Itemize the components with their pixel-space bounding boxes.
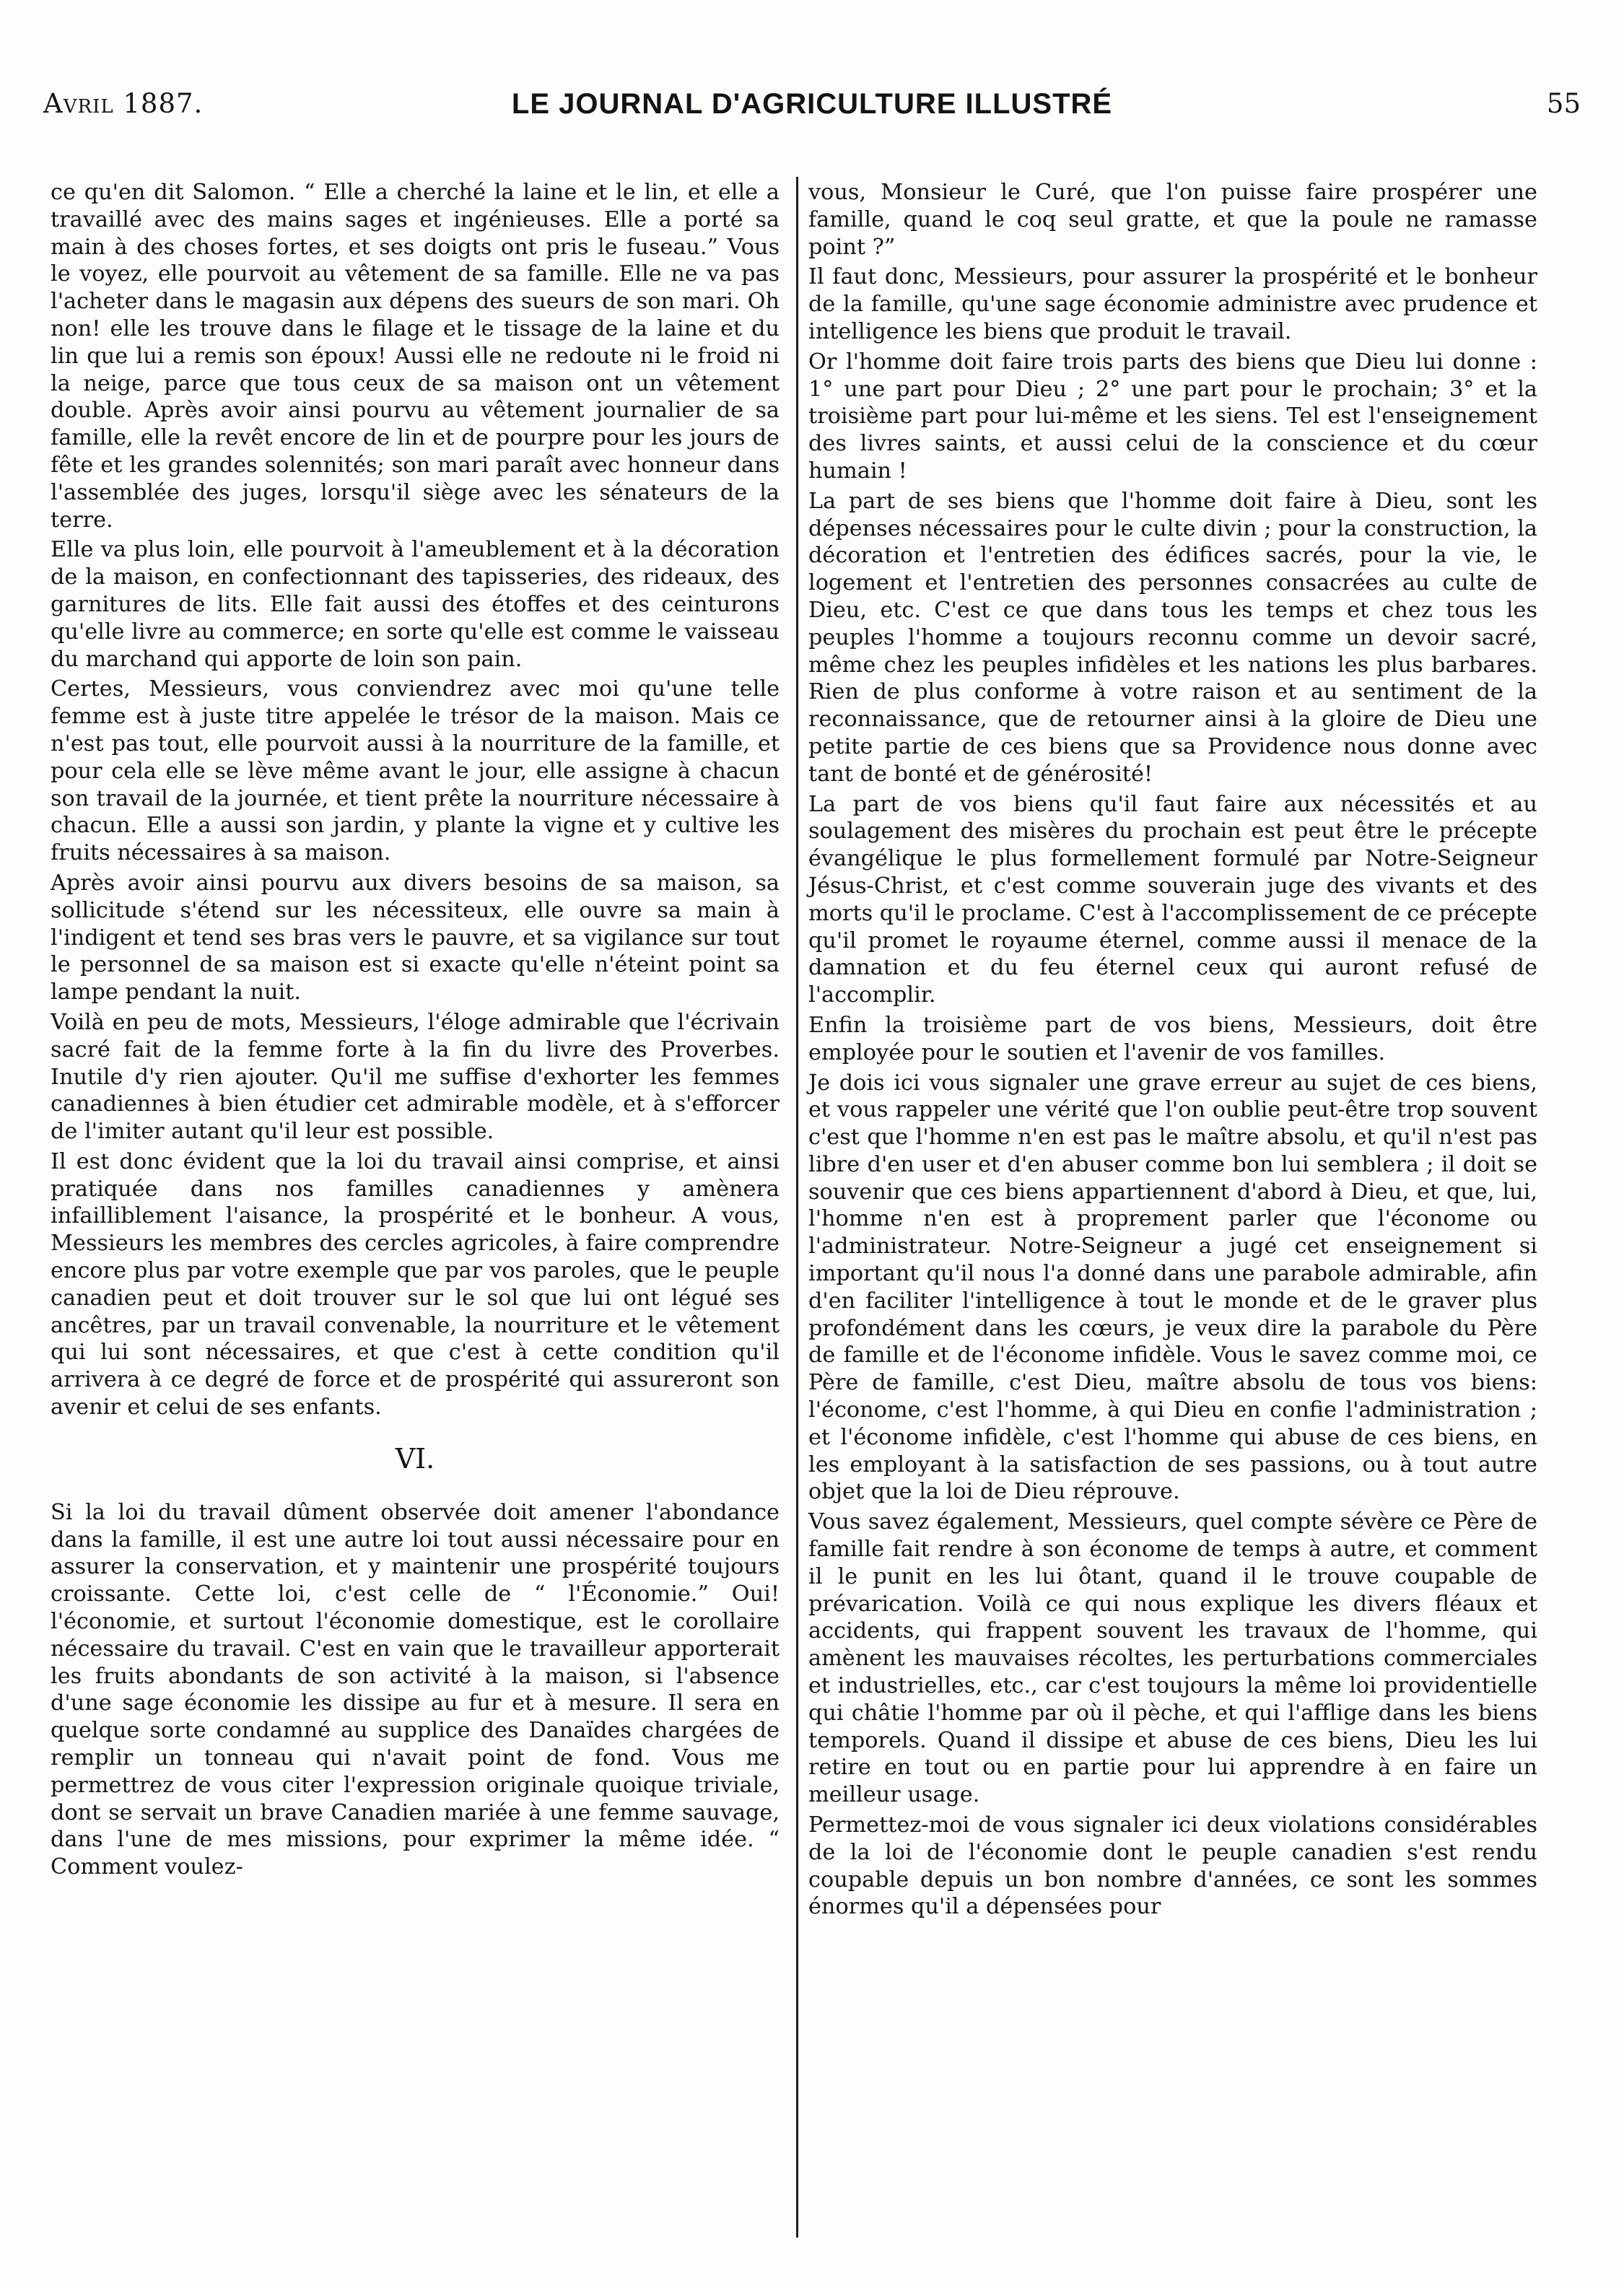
paragraph: Je dois ici vous signaler une grave erreur au sujet de ces biens, et vous rappeler une vérité que l'on oublie peut-être trop souvent c'est que l'homme n'en est pas le maître absolu, et qu'il n'est pas libre d'en user et d'en abuser comme bon lui semblera ; il doit se souvenir que ces biens appartiennent d'abord à Dieu, et que, lui, l'homme n'en est à proprement parler que l'économe ou l'administrateur. Notre-Seigneur a jugé cet enseignement si important qu'il nous l'a donné dans une parabole admirable, afin d'en faciliter l'intelligence à tout le monde et de le graver plus profondément dans les cœurs, je veux dire la parabole du Père de famille et de l'économe infidèle. Vous le savez comme moi, ce Père de famille, c'est Dieu, maître absolu de tous vos biens: l'économe, c'est l'homme, à qui Dieu en confie l'administration ; et l'économe infidèle, c'est l'homme qui abuse de ces biens, en les employant à la satisfaction de ses passions, ou à tout autre objet que la loi de Dieu réprouve. — [808, 1070, 1537, 1505]
paragraph: Or l'homme doit faire trois parts des biens que Dieu lui donne : 1° une part pour Dieu ; 2° une part pour le prochain; 3° et la troisième part pour lui-même et les siens. Tel est l'enseignement des livres saints, et aussi celui de la conscience et du cœur humain ! — [808, 349, 1537, 484]
paragraph: Vous savez également, Messieurs, quel compte sévère ce Père de famille fait rendre à son économe de temps à autre, et comment il le punit en les lui ôtant, quand il le trouve coupable de prévarication. Voilà ce qui nous explique les divers fléaux et accidents, qui frappent souvent les travaux de l'homme, qui amènent les mauvaises récoltes, les perturbations commerciales et industrielles, etc., car c'est toujours la même loi providentielle qui châtie l'homme par où il pèche, et qui l'afflige dans les biens temporels. Quand il dissipe et abuse de ces biens, Dieu les lui retire en tout ou en partie pour lui apprendre à en faire un meilleur usage. — [808, 1509, 1537, 1808]
paragraph: Permettez-moi de vous signaler ici deux violations considérables de la loi de l'économie dont le peuple canadien s'est rendu coupable depuis un bon nombre d'années, ce sont les sommes énormes qu'il a dépensées pour — [808, 1812, 1537, 1920]
paragraph: Il faut donc, Messieurs, pour assurer la prospérité et le bonheur de la famille, qu'une sage économie administre avec prudence et intelligence les biens que produit le travail. — [808, 264, 1537, 344]
paragraph: Si la loi du travail dûment observée doit amener l'abondance dans la famille, il est une autre loi tout aussi nécessaire pour en assurer la conservation, et y maintenir une prospérité toujours croissante. Cette loi, c'est celle de “ l'Économie.” Oui! l'économie, et surtout l'économie domestique, est le corollaire nécessaire du travail. C'est en vain que le travailleur apporterait les fruits abondants de son activité à la maison, si l'absence d'une sage économie les dissipe au fur et à mesure. Il sera en quelque sorte condamné au supplice des Danaïdes chargées de remplir un tonneau qui n'avait point de fond. Vous me permettrez de vous citer l'expression originale quoique triviale, dont se servait un brave Canadien mariée à une femme sauvage, dans l'une de mes missions, pour exprimer la même idée. “ Comment voulez- — [51, 1499, 780, 1880]
paragraph: ce qu'en dit Salomon. “ Elle a cherché la laine et le lin, et elle a travaillé avec des mains sages et ingénieuses. Elle a porté sa main à des choses fortes, et ses doigts ont pris le fuseau.” Vous le voyez, elle pourvoit au vêtement de sa famille. Elle ne va pas l'acheter dans le magasin aux dépens des sueurs de son mari. Oh non! elle les trouve dans le filage et le tissage de la laine et du lin que lui a remis son époux! Aussi elle ne redoute ni le froid ni la neige, parce que tous ceux de sa maison ont un vêtement double. Après avoir ainsi pourvu au vêtement journalier de sa famille, elle la revêt encore de lin et de pourpre pour les jours de fête et les grandes solennités; son mari paraît avec honneur dans l'assemblée des juges, lorsqu'il siège avec les sénateurs de la terre. — [51, 180, 780, 533]
paragraph: Elle va plus loin, elle pourvoit à l'ameublement et à la décoration de la maison, en confectionnant des tapisseries, des rideaux, des garnitures de lits. Elle fait aussi des étoffes et des ceinturons qu'elle livre au commerce; en sorte qu'elle est comme le vaisseau du marchand qui apporte de loin son pain. — [51, 537, 780, 672]
paragraph: La part de vos biens qu'il faut faire aux nécessités et au soulagement des misères du prochain est peut être le précepte évangélique le plus formellement formulé par Notre-Seigneur Jésus-Christ, et c'est comme souverain juge des vivants et des morts qu'il le proclame. C'est à l'accomplissement de ce précepte qu'il promet le royaume éternel, comme aussi il menace de la damnation et du feu éternel ceux qui auront refusé de l'accomplir. — [808, 791, 1537, 1008]
paragraph: Certes, Messieurs, vous conviendrez avec moi qu'une telle femme est à juste titre appelée le trésor de la maison. Mais ce n'est pas tout, elle pourvoit aussi à la nourriture de la famille, et pour cela elle se lève même avant le jour, elle assigne à chacun son travail de la journée, et tient prête la nourriture nécessaire à chacun. Elle a aussi son jardin, y plante la vigne et y cultive les fruits nécessaires à sa maison. — [51, 676, 780, 866]
paragraph: La part de ses biens que l'homme doit faire à Dieu, sont les dépenses nécessaires pour le culte divin ; pour la construction, la décoration et l'entretien des édifices sacrés, pour la vie, le logement et l'entretien des personnes consacrées au culte de Dieu, etc. C'est ce que dans tous les temps et chez tous les peuples l'homme a toujours reconnu comme un devoir sacré, même chez les peuples infidèles et les nations les plus barbares. Rien de plus conforme à votre raison et au sentiment de la reconnaissance, que de retourner ainsi à la gloire de Dieu une petite partie de ces biens que sa Providence nous donne avec tant de bonté et de générosité! — [808, 488, 1537, 787]
paragraph: vous, Monsieur le Curé, que l'on puisse faire prospérer une famille, quand le coq seul gratte, et que la poule ne ramasse point ?” — [808, 180, 1537, 260]
paragraph: Enfin la troisième part de vos biens, Messieurs, doit être employée pour le soutien et l'avenir de vos familles. — [808, 1012, 1537, 1065]
page-number: 55 — [1546, 88, 1581, 119]
right-column — [808, 179, 1537, 1924]
issue-date: Avril 1887. — [43, 88, 204, 119]
paragraph: Voilà en peu de mots, Messieurs, l'éloge admirable que l'écrivain sacré fait de la femme forte à la fin du livre des Proverbes. Inutile d'y rien ajouter. Qu'il me suffise d'exhorter les femmes canadiennes à bien étudier cet admirable modèle, et à s'efforcer de l'imiter autant qu'il leur est possible. — [51, 1009, 780, 1145]
paragraph: Il est donc évident que la loi du travail ainsi comprise, et ainsi pratiquée dans nos familles canadiennes y amènera infailliblement l'aisance, la prospérité et le bonheur. A vous, Messieurs les membres des cercles agricoles, à faire comprendre encore plus par votre exemple que par vos paroles, que le peuple canadien peut et doit trouver sur le sol que lui ont légué ses ancêtres, par un travail convenable, la nourriture et le vêtement qui lui sont nécessaires, et que c'est à cette condition qu'il arrivera à ce degré de force et de prospérité qui assureront son avenir et celui de ses enfants. — [51, 1148, 780, 1420]
paragraph: Après avoir ainsi pourvu aux divers besoins de sa maison, sa sollicitude s'étend sur les nécessiteux, elle ouvre sa main à l'indigent et tend ses bras vers le pauvre, et sa vigilance sur tout le personnel de sa maison est si exacte qu'elle n'éteint point sa lampe pendant la nuit. — [51, 870, 780, 1005]
journal-title: LE JOURNAL D'AGRICULTURE ILLUSTRÉ — [511, 88, 1113, 120]
column-divider — [796, 177, 798, 2238]
page-header — [43, 88, 1581, 131]
left-column — [51, 179, 780, 1884]
section-heading: VI. — [395, 1442, 435, 1475]
